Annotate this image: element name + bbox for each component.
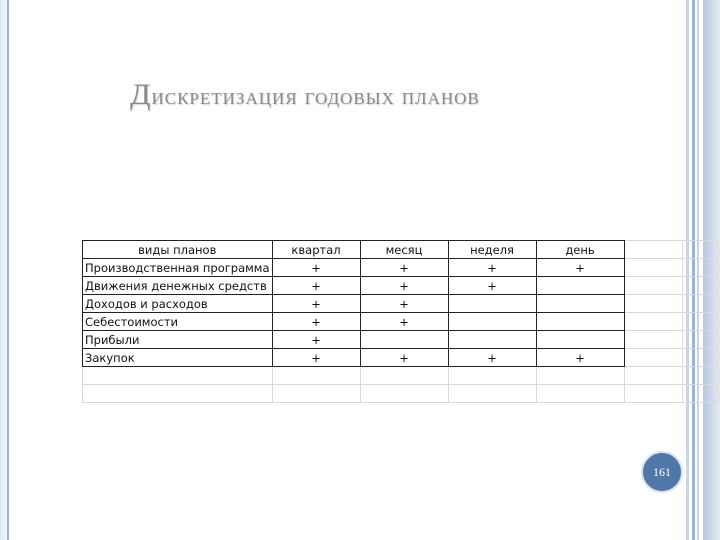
plan-mark-cell: + (360, 313, 448, 331)
table-header-row (83, 241, 719, 259)
left-frame-border (0, 0, 10, 540)
plan-mark-cell (536, 367, 624, 385)
plan-mark-cell: + (448, 277, 536, 295)
plan-mark-cell (536, 331, 624, 349)
empty-grid-cell (624, 259, 682, 277)
plan-mark-cell (536, 313, 624, 331)
plan-type-cell: Себестоимости (83, 313, 273, 331)
column-header: виды планов (83, 241, 273, 259)
column-header: квартал (272, 241, 360, 259)
plan-mark-cell (448, 313, 536, 331)
plan-type-cell: Прибыли (83, 331, 273, 349)
plan-mark-cell: + (360, 277, 448, 295)
plan-mark-cell (272, 385, 360, 403)
table-row (83, 277, 719, 295)
plan-mark-cell (536, 295, 624, 313)
empty-grid-cell (682, 331, 718, 349)
table-row (83, 313, 719, 331)
column-header: неделя (448, 241, 536, 259)
plan-mark-cell: + (360, 259, 448, 277)
empty-grid-cell (624, 349, 682, 367)
plan-type-cell: Движения денежных средств (83, 277, 273, 295)
empty-grid-cell (682, 295, 718, 313)
table-row (83, 385, 719, 403)
empty-grid-cell (682, 349, 718, 367)
plan-mark-cell (360, 385, 448, 403)
plan-mark-cell (448, 331, 536, 349)
plan-mark-cell (448, 367, 536, 385)
column-header: день (536, 241, 624, 259)
plan-mark-cell: + (272, 313, 360, 331)
plan-type-cell (83, 385, 273, 403)
plan-mark-cell: + (272, 295, 360, 313)
plan-mark-cell: + (272, 331, 360, 349)
empty-grid-cell (624, 313, 682, 331)
plan-mark-cell: + (360, 295, 448, 313)
empty-grid-cell (624, 385, 682, 403)
empty-grid-cell (624, 295, 682, 313)
plans-table (82, 240, 719, 403)
plan-type-cell: Доходов и расходов (83, 295, 273, 313)
plan-mark-cell (360, 367, 448, 385)
table-row (83, 259, 719, 277)
empty-grid-cell (682, 277, 718, 295)
plan-type-cell: Закупок (83, 349, 273, 367)
plan-type-cell: Производственная программа (83, 259, 273, 277)
plan-type-cell (83, 367, 273, 385)
page-number-badge: 161 (641, 451, 683, 493)
empty-grid-cell (624, 367, 682, 385)
plan-mark-cell: + (536, 349, 624, 367)
plan-mark-cell (448, 385, 536, 403)
plan-mark-cell: + (448, 259, 536, 277)
plan-mark-cell: + (536, 259, 624, 277)
empty-grid-cell (682, 385, 718, 403)
empty-grid-cell (682, 313, 718, 331)
slide-title (130, 78, 480, 112)
plan-mark-cell: + (448, 349, 536, 367)
table-row (83, 367, 719, 385)
plan-mark-cell (360, 331, 448, 349)
plan-mark-cell: + (272, 277, 360, 295)
title-rest: искретизация годовых планов (151, 84, 480, 110)
plan-mark-cell (448, 295, 536, 313)
title-first-letter: Д (130, 78, 152, 111)
plan-mark-cell: + (272, 259, 360, 277)
plan-mark-cell: + (360, 349, 448, 367)
empty-grid-cell (624, 277, 682, 295)
plan-mark-cell: + (272, 349, 360, 367)
table-row (83, 331, 719, 349)
plan-mark-cell (536, 385, 624, 403)
plans-table-region (82, 240, 719, 403)
column-header: месяц (360, 241, 448, 259)
table-row (83, 295, 719, 313)
plan-mark-cell (536, 277, 624, 295)
empty-grid-cell (682, 241, 718, 259)
empty-grid-cell (682, 367, 718, 385)
empty-grid-cell (682, 259, 718, 277)
empty-grid-cell (624, 241, 682, 259)
plan-mark-cell (272, 367, 360, 385)
table-row (83, 349, 719, 367)
empty-grid-cell (624, 331, 682, 349)
